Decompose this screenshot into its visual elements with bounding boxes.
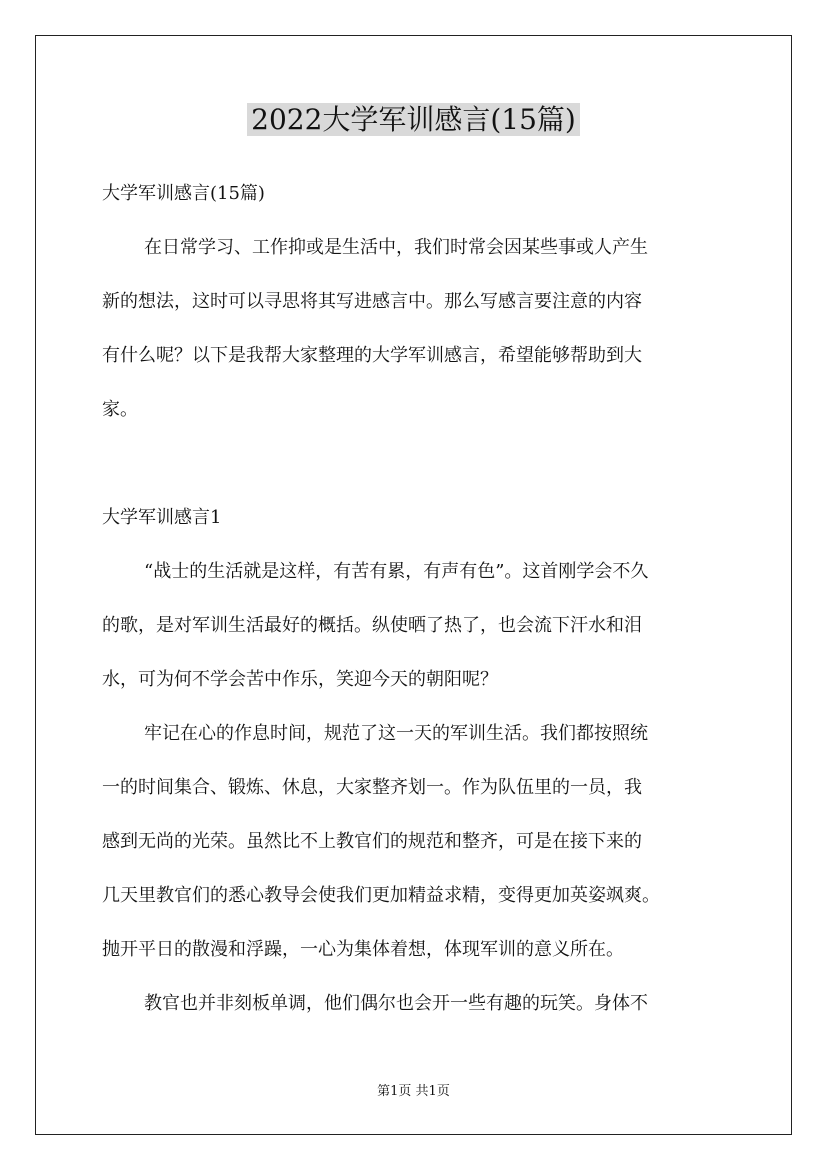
section-heading: 大学军训感言1 [102,507,222,528]
paragraph-line: 感到无尚的光荣。虽然比不上教官们的规范和整齐，可是在接下来的 [102,831,642,852]
page-footer: 第1页 共1页 [377,1084,450,1099]
paragraph-line: 水，可为何不学会苦中作乐，笑迎今天的朝阳呢？ [102,669,498,690]
document-subtitle: 大学军训感言(15篇) [102,183,265,204]
paragraph-line: 牢记在心的作息时间，规范了这一天的军训生活。我们都按照统 [144,723,648,744]
paragraph-line: 几天里教官们的悉心教导会使我们更加精益求精，变得更加英姿飒爽。 [102,885,660,906]
paragraph-line: “战士的生活就是这样，有苦有累，有声有色”。这首刚学会不久 [144,561,649,582]
paragraph-line: 教官也并非刻板单调，他们偶尔也会开一些有趣的玩笑。身体不 [144,993,648,1014]
paragraph-line: 的歌，是对军训生活最好的概括。纵使晒了热了，也会流下汗水和泪 [102,615,642,636]
document-title-text: 2022大学军训感言(15篇) [247,103,580,136]
intro-line: 有什么呢？以下是我帮大家整理的大学军训感言，希望能够帮助到大 [102,345,642,366]
intro-line: 新的想法，这时可以寻思将其写进感言中。那么写感言要注意的内容 [102,291,642,312]
intro-line: 在日常学习、工作抑或是生活中，我们时常会因某些事或人产生 [144,237,648,258]
document-title [0,100,827,140]
paragraph-line: 一的时间集合、锻炼、休息，大家整齐划一。作为队伍里的一员，我 [102,777,642,798]
paragraph-line: 抛开平日的散漫和浮躁，一心为集体着想，体现军训的意义所在。 [102,939,624,960]
intro-line: 家。 [102,399,138,420]
